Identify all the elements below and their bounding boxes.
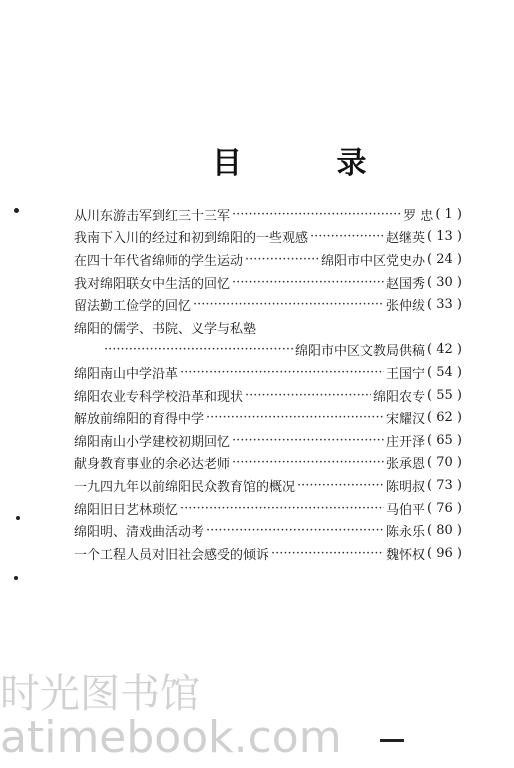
- toc-entry-author: 赵继英: [386, 231, 426, 247]
- toc-entry: [74, 203, 462, 226]
- toc-entry-page: ( 54 ): [427, 364, 462, 380]
- toc-entry-author: 陈明叔: [386, 479, 426, 495]
- toc-entry-page: ( 55 ): [427, 387, 462, 403]
- toc-entry-title: 一九四九年以前绵阳民众教育馆的概况: [74, 479, 296, 495]
- scan-speck: [14, 208, 19, 213]
- toc-entry-title: 绵阳农业专科学校沿革和现状: [74, 389, 244, 405]
- toc-entry-author: 王国宁: [386, 366, 426, 382]
- toc-entry: [74, 316, 462, 339]
- toc-entry-page: ( 62 ): [427, 410, 462, 426]
- toc-entry: [74, 361, 462, 384]
- toc-entry-page: ( 96 ): [427, 545, 462, 561]
- dot-leader: [180, 501, 384, 516]
- table-of-contents: [74, 203, 462, 565]
- toc-entry-author: 马伯平: [386, 502, 426, 518]
- toc-entry: [74, 248, 462, 271]
- toc-entry: [74, 429, 462, 452]
- dot-leader: [232, 275, 384, 290]
- toc-entry: [74, 384, 462, 407]
- toc-entry-author: 绵阳农专: [373, 389, 426, 405]
- scan-speck: [16, 516, 20, 520]
- toc-entry-author: 张仲绂: [386, 299, 426, 315]
- dot-leader: [232, 207, 401, 222]
- toc-entry-page: ( 80 ): [427, 523, 462, 539]
- toc-entry-page: ( 1 ): [435, 206, 462, 222]
- toc-entry-title: 绵阳的儒学、书院、义学与私塾: [74, 321, 257, 337]
- dot-leader: [104, 342, 293, 357]
- dot-leader: [206, 523, 384, 538]
- toc-entry-author: 宋耀汉: [386, 412, 426, 428]
- scan-mark: [380, 739, 404, 742]
- toc-entry-page: ( 42 ): [427, 342, 462, 358]
- toc-entry-page: ( 73 ): [427, 477, 462, 493]
- toc-entry-title: 我南下入川的经过和初到绵阳的一些观感: [74, 231, 309, 247]
- toc-entry: [74, 497, 462, 520]
- dot-leader: [245, 388, 371, 403]
- toc-entry-page: ( 70 ): [427, 455, 462, 471]
- toc-entry: [74, 542, 462, 565]
- toc-entry-author: 绵阳市中区文教局供稿: [295, 344, 426, 360]
- toc-entry-author: 庄开泽: [386, 434, 426, 450]
- toc-entry-page: ( 33 ): [427, 297, 462, 313]
- toc-entry-page: ( 30 ): [427, 274, 462, 290]
- toc-entry-title: 献身教育事业的余必达老师: [74, 457, 231, 473]
- toc-entry-author: 罗 忠: [403, 208, 434, 224]
- toc-entry-title: 解放前绵阳的育得中学: [74, 412, 205, 428]
- toc-entry-author: 张承恩: [386, 457, 426, 473]
- scan-speck: [14, 576, 18, 580]
- toc-entry-title: 绵阳南山中学沿革: [74, 366, 179, 382]
- toc-entry: [74, 474, 462, 497]
- dot-leader: [193, 297, 384, 312]
- toc-entry-continuation: [74, 339, 462, 362]
- toc-entry-title: 绵阳旧日艺林琐忆: [74, 502, 179, 518]
- toc-entry-author: 赵国秀: [386, 276, 426, 292]
- toc-entry-title: 从川东游击军到红三十三军: [74, 208, 231, 224]
- dot-leader: [206, 410, 384, 425]
- toc-entry-author: 魏怀权: [386, 547, 426, 563]
- toc-entry-page: ( 24 ): [427, 251, 462, 267]
- toc-entry-title: 绵阳南山小学建校初期回忆: [74, 434, 231, 450]
- toc-entry-page: ( 65 ): [427, 432, 462, 448]
- watermark-domain: atimebook.com: [0, 712, 342, 763]
- toc-entry-title: 在四十年代省绵师的学生运动: [74, 253, 244, 269]
- dot-leader: [232, 455, 384, 470]
- toc-entry-title: 留法勤工俭学的回忆: [74, 299, 192, 315]
- toc-entry: [74, 226, 462, 249]
- dot-leader: [232, 433, 384, 448]
- page-title: 目 录: [212, 146, 409, 181]
- toc-entry: [74, 293, 462, 316]
- toc-entry-page: ( 76 ): [427, 500, 462, 516]
- toc-entry-author: 陈永乐: [386, 525, 426, 541]
- toc-entry: [74, 519, 462, 542]
- toc-entry-title: 我对绵阳联女中生活的回忆: [74, 276, 231, 292]
- toc-entry: [74, 406, 462, 429]
- toc-entry: [74, 452, 462, 475]
- dot-leader: [310, 229, 384, 244]
- toc-entry-title: 一个工程人员对旧社会感受的倾诉: [74, 547, 270, 563]
- dot-leader: [297, 478, 384, 493]
- toc-entry-page: ( 13 ): [427, 229, 462, 245]
- toc-entry: [74, 271, 462, 294]
- dot-leader: [271, 546, 384, 561]
- toc-entry-title: 绵阳明、清戏曲活动考: [74, 525, 205, 541]
- dot-leader: [245, 252, 319, 267]
- dot-leader: [180, 365, 384, 380]
- toc-entry-author: 绵阳市中区党史办: [321, 253, 426, 269]
- watermark-chinese: 时光图书馆: [0, 671, 200, 717]
